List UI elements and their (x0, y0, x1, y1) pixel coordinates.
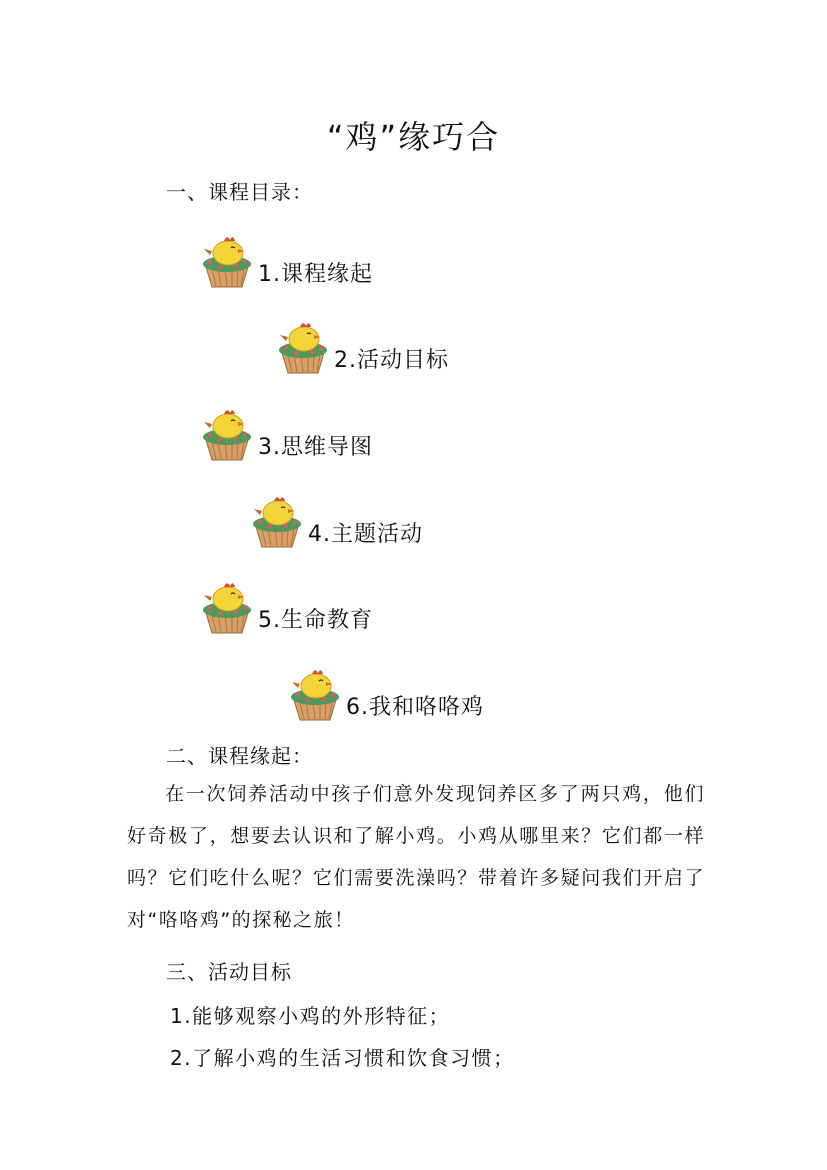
origin-paragraph: 在一次饲养活动中孩子们意外发现饲养区多了两只鸡，他们好奇极了，想要去认识和了解小鸡。小鸡从哪里来？它们都一样吗？它们吃什么呢？它们需要洗澡吗？带着许多疑问我们开启了对“咯咯鸡”的探秘之旅！ (127, 783, 705, 931)
goal-item-1: 1.能够观察小鸡的外形特征； (170, 1004, 451, 1028)
toc-item-6[interactable] (286, 662, 484, 722)
goals-heading: 三、活动目标 (166, 960, 292, 984)
chick-cupcake-icon (198, 229, 256, 289)
toc-item-4[interactable] (248, 489, 423, 549)
toc-label: 6.我和咯咯鸡 (346, 695, 484, 720)
toc-label: 1.课程缘起 (258, 262, 373, 287)
chick-cupcake-icon (198, 402, 256, 462)
toc-item-2[interactable] (274, 315, 449, 375)
goal-item-2: 2.了解小鸡的生活习惯和饮食习惯； (170, 1046, 515, 1070)
toc-item-3[interactable] (198, 402, 373, 462)
chick-cupcake-icon (274, 315, 332, 375)
chick-cupcake-icon (198, 575, 256, 635)
chick-cupcake-icon (248, 489, 306, 549)
toc-item-5[interactable] (198, 575, 373, 635)
toc-label: 3.思维导图 (258, 435, 373, 460)
toc-label: 4.主题活动 (308, 522, 423, 547)
document-title: “鸡”缘巧合 (326, 118, 501, 156)
chick-cupcake-icon (286, 662, 344, 722)
toc-item-1[interactable] (198, 229, 373, 289)
origin-heading: 二、课程缘起： (166, 744, 313, 768)
toc-label: 2.活动目标 (334, 348, 449, 373)
toc-label: 5.生命教育 (258, 608, 373, 633)
catalog-heading: 一、课程目录： (166, 180, 313, 204)
